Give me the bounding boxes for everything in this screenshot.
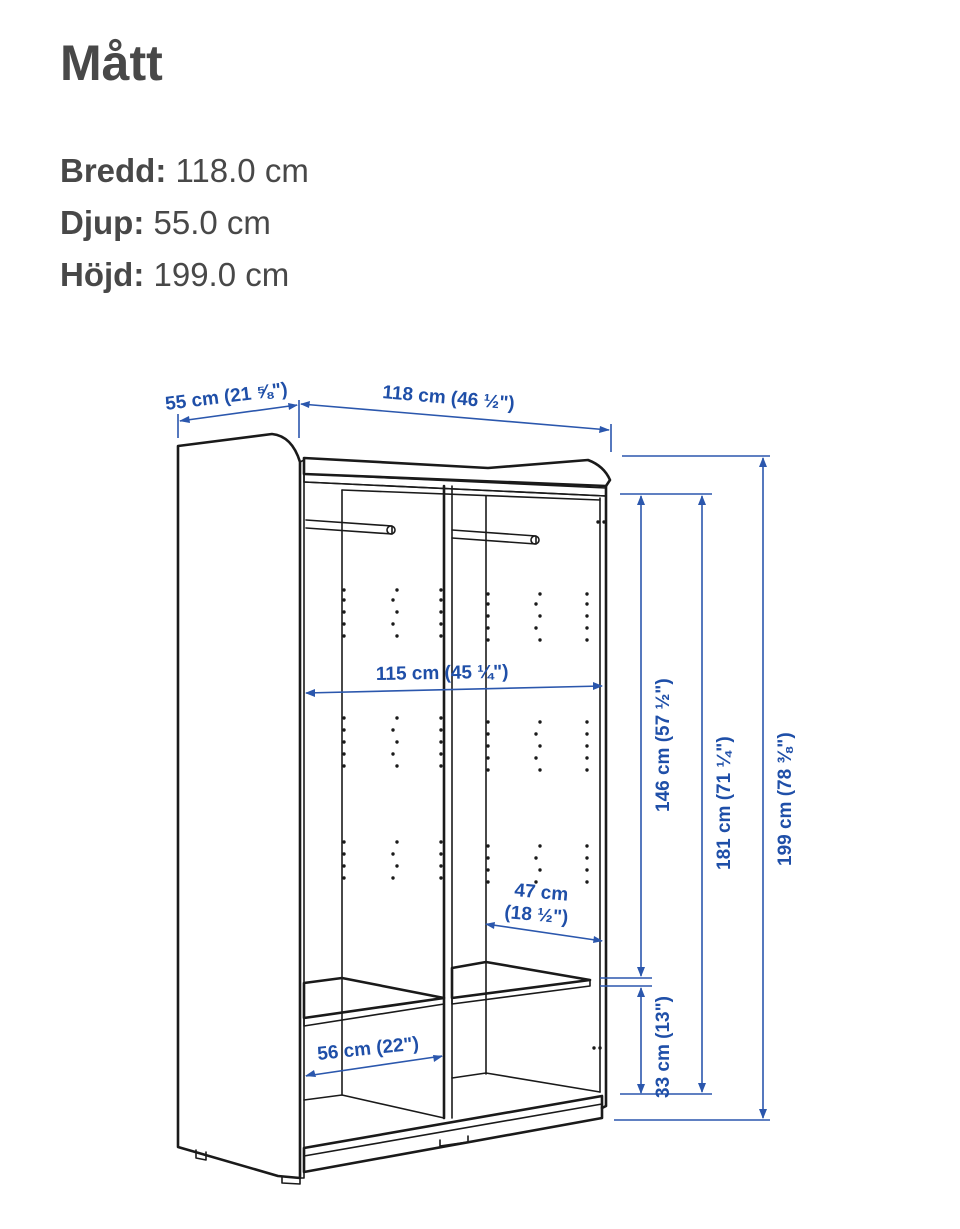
shelf-hole xyxy=(534,626,537,629)
shelf-hole xyxy=(439,740,442,743)
compartment-width-arrow-left xyxy=(305,1070,316,1077)
shelf-hole xyxy=(585,868,588,871)
rod-right xyxy=(452,530,536,544)
shelf-hole xyxy=(538,844,541,847)
shelf-hole xyxy=(439,622,442,625)
shelf-hole xyxy=(342,764,345,767)
width-label: 118 cm (46 ½") xyxy=(381,382,516,415)
plinth-line xyxy=(304,1104,602,1156)
bottom-height-arrow-top xyxy=(637,987,645,997)
inner-height-arrow-bottom xyxy=(698,1083,706,1093)
shelf-hole xyxy=(486,638,489,641)
page-title: Mått xyxy=(60,35,163,91)
hanging-height-arrow-top xyxy=(637,495,645,505)
inner-width-arrow-left xyxy=(305,689,315,697)
shelf-hole xyxy=(391,852,394,855)
shelf-hole xyxy=(585,880,588,883)
inner-height-label: 181 cm (71 ¼") xyxy=(714,736,735,870)
right-shelf xyxy=(452,962,590,998)
plinth xyxy=(304,1096,602,1172)
shelf-hole xyxy=(395,716,398,719)
hanging-height-arrow-bottom xyxy=(637,967,645,977)
shelf-hole xyxy=(395,634,398,637)
compartment-width-label: 56 cm (22") xyxy=(316,1033,420,1065)
spec-height-value: 199.0 cm xyxy=(153,256,290,293)
right-panel xyxy=(602,486,606,1108)
shelf-hole xyxy=(596,520,599,523)
shelf-hole xyxy=(534,602,537,605)
spec-height-label: Höjd: xyxy=(60,256,145,293)
shelf-hole xyxy=(486,732,489,735)
shelf-hole xyxy=(538,868,541,871)
shelf-hole xyxy=(439,876,442,879)
shelf-hole xyxy=(439,764,442,767)
width-arrow-left xyxy=(300,401,310,408)
shelf-hole xyxy=(342,716,345,719)
shelf-hole xyxy=(534,856,537,859)
shelf-hole xyxy=(342,588,345,591)
shelf-depth-line xyxy=(486,924,602,941)
shelf-hole xyxy=(585,732,588,735)
bottom-right xyxy=(452,1073,600,1092)
shelf-hole xyxy=(395,840,398,843)
shelf-hole xyxy=(486,844,489,847)
shelf-hole xyxy=(486,868,489,871)
shelf-hole xyxy=(585,592,588,595)
shelf-hole xyxy=(486,768,489,771)
wardrobe-illustration xyxy=(178,434,610,1184)
shelf-hole xyxy=(486,614,489,617)
shelf-hole xyxy=(439,588,442,591)
compartment-width-arrow-right xyxy=(433,1055,443,1062)
shelf-hole xyxy=(585,856,588,859)
shelf-hole xyxy=(585,638,588,641)
shelf-hole xyxy=(486,856,489,859)
spec-width-label: Bredd: xyxy=(60,152,167,189)
shelf-hole xyxy=(585,614,588,617)
bottom-height-arrow-bottom xyxy=(637,1084,645,1094)
shelf-hole xyxy=(598,1046,601,1049)
shelf-hole xyxy=(342,864,345,867)
shelf-hole xyxy=(439,864,442,867)
shelf-hole xyxy=(342,598,345,601)
shelf-hole xyxy=(439,610,442,613)
shelf-hole xyxy=(538,614,541,617)
side-panel xyxy=(178,434,300,1178)
shelf-hole xyxy=(395,764,398,767)
rod-left xyxy=(306,520,392,534)
shelf-depth-label-line2: (18 ½") xyxy=(503,902,570,929)
shelf-hole xyxy=(439,598,442,601)
inner-width-line xyxy=(306,686,602,693)
shelf-hole xyxy=(391,752,394,755)
total-height-label: 199 cm (78 ⅜") xyxy=(775,732,796,866)
shelf-depth-arrow-right xyxy=(593,936,603,943)
shelf-hole xyxy=(486,602,489,605)
depth-arrow-right xyxy=(288,403,298,410)
back-top-edge xyxy=(342,490,600,500)
shelf-hole xyxy=(391,876,394,879)
shelf-hole xyxy=(534,732,537,735)
shelf-hole xyxy=(585,744,588,747)
shelf-hole xyxy=(342,728,345,731)
shelf-depth-label-line1: 47 cm xyxy=(513,880,570,906)
shelf-hole xyxy=(486,880,489,883)
shelf-hole xyxy=(486,592,489,595)
shelf-hole xyxy=(439,716,442,719)
shelf-hole xyxy=(585,602,588,605)
shelf-hole xyxy=(395,864,398,867)
shelf-hole xyxy=(585,626,588,629)
shelf-hole xyxy=(395,740,398,743)
shelf-hole xyxy=(342,876,345,879)
inner-height-arrow-top xyxy=(698,495,706,505)
width-arrow-right xyxy=(599,426,610,433)
shelf-hole xyxy=(342,634,345,637)
shelf-hole xyxy=(391,728,394,731)
shelf-hole xyxy=(439,634,442,637)
spec-depth-value: 55.0 cm xyxy=(153,204,271,241)
shelf-hole xyxy=(585,844,588,847)
depth-label: 55 cm (21 ⅝") xyxy=(164,379,289,415)
shelf-hole xyxy=(538,768,541,771)
shelf-hole xyxy=(486,720,489,723)
rod-right-bracket xyxy=(531,536,539,544)
shelf-holes xyxy=(342,520,605,1049)
shelf-hole xyxy=(342,610,345,613)
shelf-hole xyxy=(538,720,541,723)
total-height-arrow-top xyxy=(759,457,767,467)
shelf-hole xyxy=(439,840,442,843)
shelf-hole xyxy=(395,588,398,591)
shelf-hole xyxy=(538,744,541,747)
inner-width-label: 115 cm (45 ¼") xyxy=(375,661,509,685)
shelf-hole xyxy=(439,752,442,755)
left-shelf xyxy=(304,978,444,1018)
shelf-hole xyxy=(534,756,537,759)
shelf-hole xyxy=(585,768,588,771)
shelf-hole xyxy=(486,626,489,629)
shelf-hole xyxy=(585,720,588,723)
shelf-hole xyxy=(391,622,394,625)
rod-left-bracket xyxy=(387,526,395,534)
bottom-left xyxy=(304,1095,444,1118)
shelf-hole xyxy=(439,728,442,731)
shelf-hole xyxy=(395,610,398,613)
shelf-hole xyxy=(538,638,541,641)
shelf-hole xyxy=(342,852,345,855)
bottom-height-label: 33 cm (13") xyxy=(653,996,674,1098)
shelf-hole xyxy=(342,752,345,755)
shelf-hole xyxy=(342,840,345,843)
inner-width-arrow-right xyxy=(593,682,603,690)
shelf-hole xyxy=(538,592,541,595)
depth-arrow-left xyxy=(179,416,190,423)
shelf-hole xyxy=(592,1046,595,1049)
shelf-hole xyxy=(391,598,394,601)
shelf-hole xyxy=(486,744,489,747)
shelf-hole xyxy=(486,756,489,759)
shelf-hole xyxy=(342,740,345,743)
hanging-height-label: 146 cm (57 ½") xyxy=(653,678,674,812)
total-height-arrow-bottom xyxy=(759,1109,767,1119)
shelf-hole xyxy=(602,520,605,523)
shelf-hole xyxy=(585,756,588,759)
shelf-hole xyxy=(342,622,345,625)
spec-width-value: 118.0 cm xyxy=(175,152,309,189)
plinth-foot xyxy=(440,1136,468,1146)
shelf-hole xyxy=(439,852,442,855)
spec-depth-label: Djup: xyxy=(60,204,145,241)
